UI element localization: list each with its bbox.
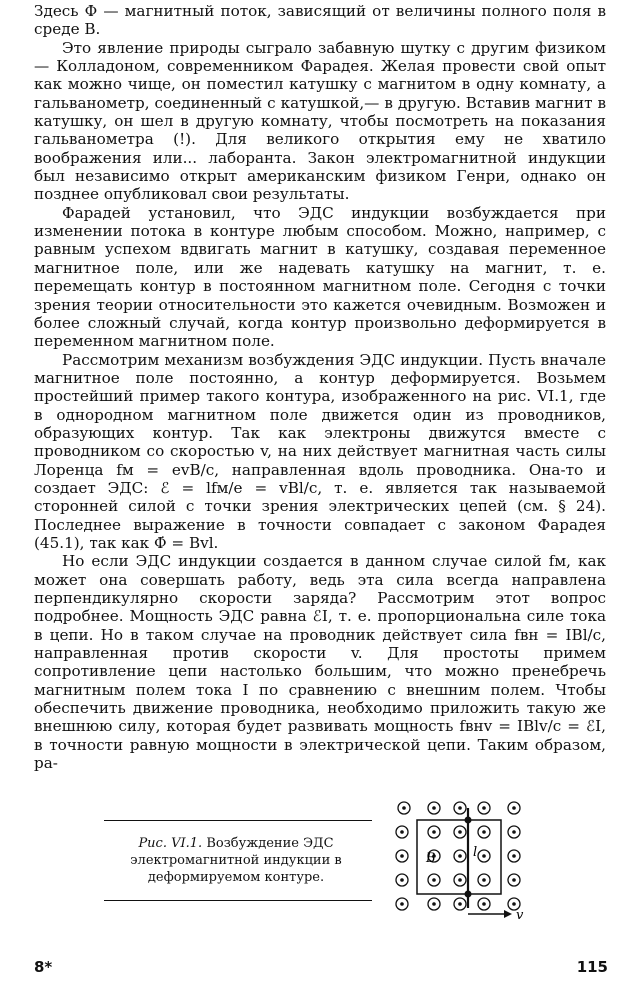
field-dot-icon — [428, 898, 440, 910]
page-number: 115 — [576, 958, 608, 976]
caption-bottom-rule — [104, 900, 372, 901]
velocity-arrow-head — [504, 910, 512, 918]
field-dot-icon — [454, 898, 466, 910]
field-dot-icon — [428, 802, 440, 814]
field-dot-icon — [508, 874, 520, 886]
field-dot-icon — [428, 826, 440, 838]
caption-top-rule — [104, 820, 372, 821]
field-dot-icon — [454, 826, 466, 838]
body-text — [34, 2, 606, 772]
paragraph-2: Это явление природы сыграло забавную шутку с другим физиком — Колладоном, современником Фарадея. Желая провести свой опыт как можно чище, он поместил катушку с магнитом в одну комнату, а гальванометр, соединенный с катушкой,— в другую. Вставив магнит в катушку, он шел в другую комнату, чтобы посмотреть на показания гальванометра (!). Для великого открытия ему не хватило воображения или... лаборанта. Закон электромагнитной индукции был независимо открыт американским физиком Генри, однако он позднее опубликовал свои результаты. — [34, 38, 606, 204]
field-dot-icon — [478, 850, 490, 862]
field-dot-icon — [396, 850, 408, 862]
contact-top — [465, 817, 472, 824]
signature-mark: 8* — [34, 958, 53, 976]
field-dot-icon — [508, 802, 520, 814]
paragraph-3: Фарадей установил, что ЭДС индукции возбуждается при изменении потока в контуре любым способом. Можно, например, с равным успехом вдвигать магнит в катушку, создавая переменное магнитное поле, или же надевать катушку на магнит, т. е. перемещать контур в постоянном магнитном поле. Сегодня с точки зрения теории относительности это кажется очевидным. Возможен и более сложный случай, когда контур произвольно деформируется в переменном магнитном поле. — [34, 203, 606, 351]
velocity-label-v: v — [516, 908, 524, 920]
paragraph-4: Рассмотрим механизм возбуждения ЭДС индукции. Пусть вначале магнитное поле постоянно, а контур деформируется. Возьмем простейший пример такого контура, изображенного на рис. VI.1, где в однородном магнитном поле движется один из проводников, образующих контур. Так как электроны движутся вместе с проводником со скоростью v, на них действует магнитная часть силы Лоренца fм = evB/c, направленная вдоль проводника. Она-то и создает ЭДС: ℰ = lfм/e = vBl/c, т. е. является так называемой сторонней силой с точки зрения электрических цепей (см. § 24). Последнее выражение в точности совпадает с законом Фарадея (45.1), так как Ф̇ = Bvl. — [34, 350, 606, 552]
figure-caption-block — [100, 820, 378, 901]
field-dot-icon — [508, 850, 520, 862]
paragraph-5: Но если ЭДС индукции создается в данном случае силой fм, как может она совершать работу, ведь эта сила всегда направлена перпендикулярно скорости заряда? Рассмотрим этот вопрос подробнее. Мощность ЭДС равна ℰI, т. е. пропорциональна силе тока в цепи. Но в таком случае на проводник действует сила fвн = IBl/c, направленная против скорости v. Для простоты примем сопротивление цепи настолько большим, что можно пренебречь магнитным полем тока I по сравнению с внешним полем. Чтобы обеспечить движение проводника, необходимо приложить такую же внешнюю силу, которая будет развивать мощность fвнv = IBlv/c = ℰI, в точности равную мощности в электрической цепи. Таким образом, ра- — [34, 552, 606, 773]
figure-caption — [100, 835, 372, 886]
field-dot-icon — [396, 826, 408, 838]
field-dot-icon — [398, 802, 410, 814]
field-label-b: B — [426, 851, 436, 866]
field-dot-icon — [454, 874, 466, 886]
caption-label: Рис. VI.1. — [138, 836, 203, 851]
field-dot-icon — [478, 826, 490, 838]
field-dot-icon — [396, 898, 408, 910]
field-dot-icon — [454, 802, 466, 814]
field-dot-icon — [454, 850, 466, 862]
field-dot-icon — [478, 802, 490, 814]
field-dot-icon — [478, 874, 490, 886]
contact-bottom — [465, 891, 472, 898]
field-dot-icon — [508, 826, 520, 838]
figure-vi-1 — [384, 800, 544, 920]
paragraph-1: Здесь Ф — магнитный поток, зависящий от величины полного поля в среде B. — [34, 2, 606, 39]
field-dot-icon — [428, 874, 440, 886]
length-label-l: l — [473, 845, 478, 860]
field-dot-icon — [478, 898, 490, 910]
caption-text: Возбуждение ЭДС электромагнитной индукции в деформируемом контуре. — [130, 836, 342, 885]
field-dot-icon — [396, 874, 408, 886]
